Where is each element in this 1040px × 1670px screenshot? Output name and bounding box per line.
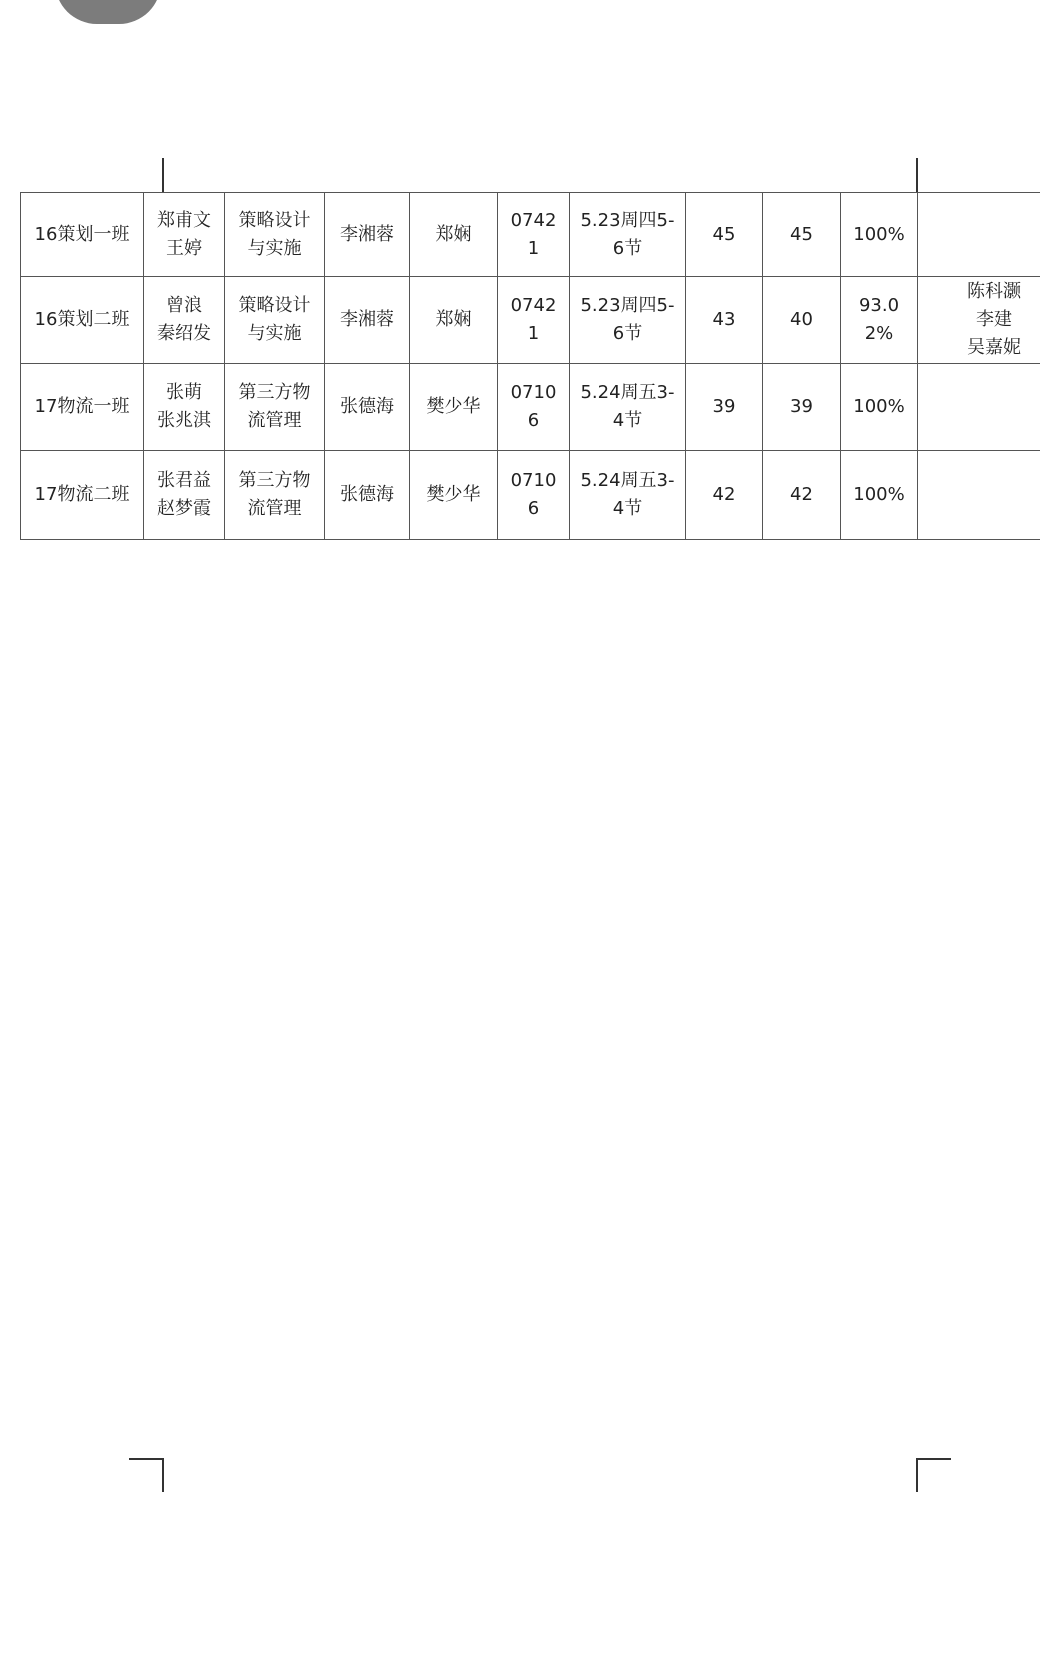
proctor-cell: 樊少华 [410, 364, 498, 451]
absent-cell [918, 364, 1040, 451]
crop-mark-bottom-left-h [129, 1458, 164, 1460]
class-name-cell: 17物流二班 [21, 451, 144, 540]
students-cell: 曾浪 秦绍发 [144, 277, 225, 364]
time-cell: 5.23周四5- 6节 [570, 193, 686, 277]
table-row [21, 277, 1040, 364]
table-row [21, 451, 1040, 540]
code-cell: 0742 1 [498, 277, 570, 364]
page-number-badge[interactable] [55, 0, 161, 24]
proctor-cell: 樊少华 [410, 451, 498, 540]
absent-cell [918, 193, 1040, 277]
table-row [21, 364, 1040, 451]
crop-mark-bottom-right-v [916, 1458, 918, 1492]
teacher-cell: 张德海 [325, 451, 410, 540]
crop-mark-top-right [916, 158, 918, 192]
present-cell: 45 [763, 193, 841, 277]
present-cell: 39 [763, 364, 841, 451]
class-name-cell: 17物流一班 [21, 364, 144, 451]
absent-cell: 陈科灏 李建 吴嘉妮 [918, 277, 1040, 364]
code-cell: 0710 6 [498, 451, 570, 540]
rate-cell: 100% [841, 193, 918, 277]
crop-mark-bottom-right-h [916, 1458, 951, 1460]
class-name-cell: 16策划二班 [21, 277, 144, 364]
code-cell: 0710 6 [498, 364, 570, 451]
total-cell: 42 [686, 451, 763, 540]
time-cell: 5.24周五3- 4节 [570, 364, 686, 451]
students-cell: 张萌 张兆淇 [144, 364, 225, 451]
course-cell: 第三方物 流管理 [225, 451, 325, 540]
rate-cell: 93.0 2% [841, 277, 918, 364]
proctor-cell: 郑娴 [410, 277, 498, 364]
total-cell: 39 [686, 364, 763, 451]
crop-mark-bottom-left-v [162, 1458, 164, 1492]
table-row [21, 193, 1040, 277]
code-cell: 0742 1 [498, 193, 570, 277]
rate-cell: 100% [841, 451, 918, 540]
time-cell: 5.24周五3- 4节 [570, 451, 686, 540]
teacher-cell: 李湘蓉 [325, 277, 410, 364]
time-cell: 5.23周四5- 6节 [570, 277, 686, 364]
teacher-cell: 李湘蓉 [325, 193, 410, 277]
proctor-cell: 郑娴 [410, 193, 498, 277]
students-cell: 张君益 赵梦霞 [144, 451, 225, 540]
total-cell: 43 [686, 277, 763, 364]
exam-attendance-table [20, 192, 1040, 540]
rate-cell: 100% [841, 364, 918, 451]
total-cell: 45 [686, 193, 763, 277]
class-name-cell: 16策划一班 [21, 193, 144, 277]
course-cell: 第三方物 流管理 [225, 364, 325, 451]
present-cell: 42 [763, 451, 841, 540]
course-cell: 策略设计 与实施 [225, 193, 325, 277]
absent-cell [918, 451, 1040, 540]
present-cell: 40 [763, 277, 841, 364]
crop-mark-top-left [162, 158, 164, 192]
teacher-cell: 张德海 [325, 364, 410, 451]
course-cell: 策略设计 与实施 [225, 277, 325, 364]
students-cell: 郑甫文 王婷 [144, 193, 225, 277]
